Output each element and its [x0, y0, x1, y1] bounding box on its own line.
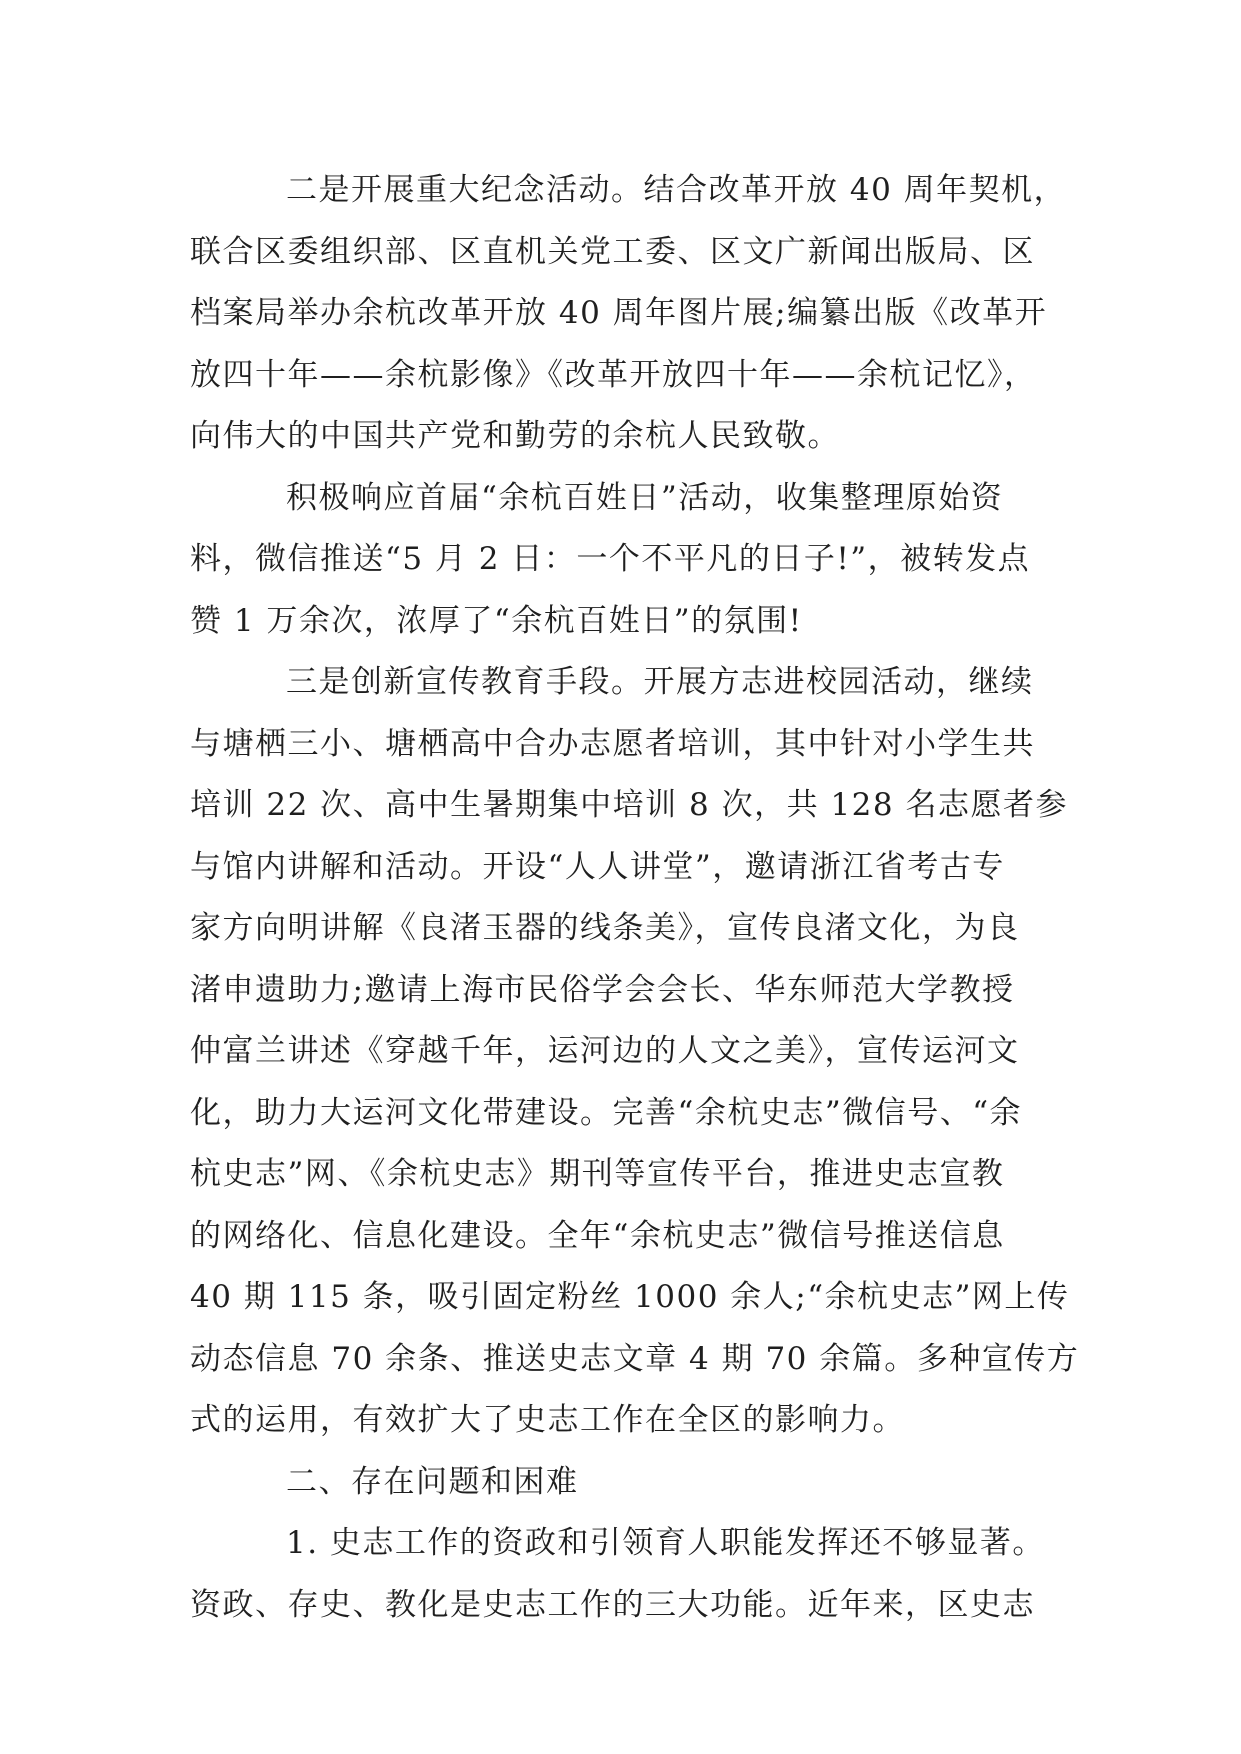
text-line: 积极响应首届“余杭百姓日”活动，收集整理原始资 [286, 479, 1004, 516]
text-line: 向伟大的中国共产党和勤劳的余杭人民致敬。 [190, 418, 840, 454]
text-line: 与塘栖三小、塘栖高中合办志愿者培训，其中针对小学生共 [190, 725, 1035, 762]
text-line: 动态信息 70 余条、推送史志文章 4 期 70 余篇。多种宣传方 [190, 1340, 1080, 1377]
section-heading: 二、存在问题和困难 [286, 1463, 579, 1500]
text-line: 渚申遗助力;邀请上海市民俗学会会长、华东师范大学教授 [190, 971, 1015, 1008]
text-line: 联合区委组织部、区直机关党工委、区文广新闻出版局、区 [190, 233, 1035, 270]
text-line: 与馆内讲解和活动。开设“人人讲堂”，邀请浙江省考古专 [190, 848, 1005, 885]
text-line: 料，微信推送“5 月 2 日：一个不平凡的日子!”，被转发点 [190, 541, 1031, 577]
body-text [190, 160, 1080, 1636]
text-line: 家方向明讲解《良渚玉器的线条美》，宣传良渚文化，为良 [190, 910, 1020, 946]
text-line: 放四十年——余杭影像》《改革开放四十年——余杭记忆》， [190, 356, 1037, 393]
text-line: 二是开展重大纪念活动。结合改革开放 40 周年契机， [286, 172, 1067, 208]
subsection-heading: 1. 史志工作的资政和引领育人职能发挥还不够显著。 [286, 1525, 1045, 1561]
text-line: 档案局举办余杭改革开放 40 周年图片展;编纂出版《改革开 [190, 295, 1048, 331]
text-line: 化，助力大运河文化带建设。完善“余杭史志”微信号、“余 [190, 1094, 1023, 1131]
text-line: 培训 22 次、高中生暑期集中培训 8 次，共 128 名志愿者参 [190, 787, 1068, 823]
text-line: 仲富兰讲述《穿越千年，运河边的人文之美》，宣传运河文 [190, 1033, 1020, 1069]
text-line: 三是创新宣传教育手段。开展方志进校园活动，继续 [286, 664, 1034, 700]
text-line: 杭史志”网、《余杭史志》期刊等宣传平台，推进史志宣教 [190, 1156, 1005, 1192]
text-line: 资政、存史、教化是史志工作的三大功能。近年来，区史志 [190, 1586, 1035, 1623]
text-line: 的网络化、信息化建设。全年“余杭史志”微信号推送信息 [190, 1217, 1005, 1254]
text-line: 式的运用，有效扩大了史志工作在全区的影响力。 [190, 1402, 905, 1438]
text-line: 赞 1 万余次，浓厚了“余杭百姓日”的氛围! [190, 602, 803, 639]
text-line: 40 期 115 条，吸引固定粉丝 1000 余人;“余杭史志”网上传 [190, 1279, 1070, 1315]
